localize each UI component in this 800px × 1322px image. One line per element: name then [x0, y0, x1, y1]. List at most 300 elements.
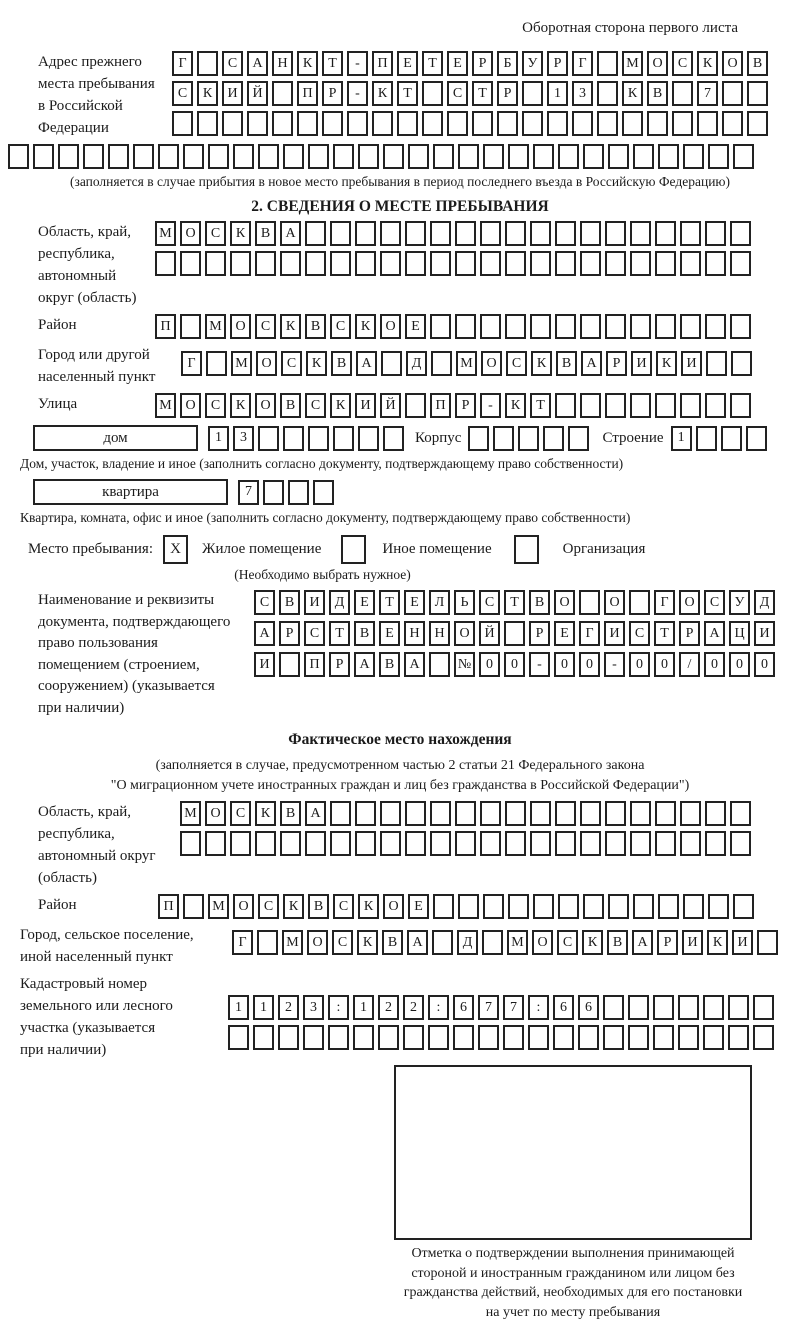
- char-cell: П: [155, 314, 176, 339]
- char-cell: [530, 251, 551, 276]
- char-cell: И: [604, 621, 625, 646]
- char-cell: [422, 111, 443, 136]
- char-cell: М: [507, 930, 528, 955]
- char-cell: [383, 144, 404, 169]
- document-cells: [254, 590, 775, 677]
- char-cell: [358, 426, 379, 451]
- char-cell: Г: [181, 351, 202, 376]
- char-cell: [555, 221, 576, 246]
- char-cell: В: [279, 590, 300, 615]
- char-cell: [730, 251, 751, 276]
- char-cell: [430, 221, 451, 246]
- char-cell: [705, 831, 726, 856]
- char-cell: В: [382, 930, 403, 955]
- char-cell: О: [380, 314, 401, 339]
- char-cell: [653, 1025, 674, 1050]
- prev-address-note: (заполняется в случае прибытия в новое место пребывания в период последнего въезда в Российскую Федерацию): [0, 174, 800, 190]
- char-cell: :: [528, 995, 549, 1020]
- char-cell: [378, 1025, 399, 1050]
- char-cell: [355, 251, 376, 276]
- char-cell: [279, 652, 300, 677]
- char-cell: О: [532, 930, 553, 955]
- char-cell: С: [255, 314, 276, 339]
- char-cell: [172, 111, 193, 136]
- char-cell: [705, 801, 726, 826]
- char-cell: [572, 111, 593, 136]
- char-cell: П: [430, 393, 451, 418]
- char-cell: [603, 1025, 624, 1050]
- char-cell: К: [622, 81, 643, 106]
- char-cell: [430, 831, 451, 856]
- char-cell: П: [372, 51, 393, 76]
- char-cell: [430, 314, 451, 339]
- char-cell: О: [383, 894, 404, 919]
- char-cell: В: [255, 221, 276, 246]
- char-cell: [380, 221, 401, 246]
- char-cell: [197, 51, 218, 76]
- char-cell: [455, 251, 476, 276]
- char-cell: [180, 314, 201, 339]
- char-cell: [453, 1025, 474, 1050]
- char-cell: [583, 894, 604, 919]
- char-cell: Г: [654, 590, 675, 615]
- char-cell: 7: [478, 995, 499, 1020]
- char-cell: [283, 144, 304, 169]
- char-cell: В: [529, 590, 550, 615]
- char-cell: К: [358, 894, 379, 919]
- checkbox-organizatsiya: [514, 535, 539, 564]
- char-cell: А: [280, 221, 301, 246]
- char-cell: [580, 251, 601, 276]
- char-cell: [433, 144, 454, 169]
- char-cell: [283, 426, 304, 451]
- char-cell: [483, 894, 504, 919]
- char-cell: -: [480, 393, 501, 418]
- char-cell: [493, 426, 514, 451]
- char-cell: [708, 144, 729, 169]
- char-cell: [308, 144, 329, 169]
- char-cell: Т: [504, 590, 525, 615]
- char-cell: [629, 590, 650, 615]
- char-cell: Д: [457, 930, 478, 955]
- kadastr-row-2: [228, 1025, 774, 1050]
- kadastr-cells: [228, 995, 774, 1050]
- char-cell: [280, 251, 301, 276]
- char-cell: [429, 652, 450, 677]
- char-cell: [597, 111, 618, 136]
- char-cell: [628, 995, 649, 1020]
- char-cell: [555, 393, 576, 418]
- char-cell: Р: [322, 81, 343, 106]
- char-cell: К: [355, 314, 376, 339]
- char-cell: 1: [253, 995, 274, 1020]
- char-cell: [680, 801, 701, 826]
- char-cell: [480, 314, 501, 339]
- char-cell: [503, 1025, 524, 1050]
- char-cell: [597, 51, 618, 76]
- char-cell: [530, 831, 551, 856]
- char-cell: Т: [322, 51, 343, 76]
- char-cell: 0: [504, 652, 525, 677]
- char-cell: Е: [554, 621, 575, 646]
- document-row-1: [254, 590, 775, 615]
- char-cell: [108, 144, 129, 169]
- char-cell: 0: [704, 652, 725, 677]
- char-cell: [183, 144, 204, 169]
- char-cell: Е: [354, 590, 375, 615]
- char-cell: А: [407, 930, 428, 955]
- char-cell: [330, 831, 351, 856]
- char-cell: [8, 144, 29, 169]
- char-cell: [522, 111, 543, 136]
- char-cell: [263, 480, 284, 505]
- char-cell: К: [297, 51, 318, 76]
- char-cell: [208, 144, 229, 169]
- char-cell: [305, 251, 326, 276]
- char-cell: [83, 144, 104, 169]
- factual-raion-row: [158, 894, 754, 919]
- char-cell: [383, 426, 404, 451]
- char-cell: [405, 393, 426, 418]
- char-cell: [705, 251, 726, 276]
- factual-oblast-row-2: [180, 831, 751, 856]
- char-cell: В: [556, 351, 577, 376]
- char-cell: [658, 894, 679, 919]
- char-cell: [405, 801, 426, 826]
- char-cell: [228, 1025, 249, 1050]
- char-cell: Р: [547, 51, 568, 76]
- char-cell: И: [254, 652, 275, 677]
- char-cell: Р: [279, 621, 300, 646]
- char-cell: [722, 111, 743, 136]
- char-cell: [333, 144, 354, 169]
- char-cell: [308, 426, 329, 451]
- char-cell: [518, 426, 539, 451]
- char-cell: [155, 251, 176, 276]
- char-cell: О: [307, 930, 328, 955]
- char-cell: [303, 1025, 324, 1050]
- char-cell: К: [280, 314, 301, 339]
- gorod-label: [0, 344, 181, 388]
- char-cell: [555, 831, 576, 856]
- char-cell: [530, 314, 551, 339]
- char-cell: :: [328, 995, 349, 1020]
- char-cell: А: [632, 930, 653, 955]
- char-cell: [258, 426, 279, 451]
- char-cell: Д: [754, 590, 775, 615]
- char-cell: [721, 426, 742, 451]
- char-cell: М: [180, 801, 201, 826]
- char-cell: С: [447, 81, 468, 106]
- char-cell: Т: [379, 590, 400, 615]
- prev-address-row-1: [172, 51, 768, 76]
- kvartira-field: [33, 479, 800, 505]
- char-cell: О: [180, 221, 201, 246]
- char-cell: [708, 894, 729, 919]
- char-cell: [497, 111, 518, 136]
- label-line: (область): [38, 867, 180, 889]
- char-cell: [505, 831, 526, 856]
- char-cell: [753, 1025, 774, 1050]
- label-line: Кадастровый номер: [20, 973, 228, 995]
- char-cell: [753, 995, 774, 1020]
- char-cell: [731, 351, 752, 376]
- char-cell: Е: [405, 314, 426, 339]
- char-cell: Г: [579, 621, 600, 646]
- char-cell: [730, 314, 751, 339]
- dom-field: [33, 425, 800, 451]
- checkbox-zhiloe: X: [163, 535, 188, 564]
- char-cell: [403, 1025, 424, 1050]
- char-cell: У: [522, 51, 543, 76]
- char-cell: [133, 144, 154, 169]
- char-cell: О: [230, 314, 251, 339]
- char-cell: Е: [404, 590, 425, 615]
- char-cell: 6: [453, 995, 474, 1020]
- char-cell: [705, 393, 726, 418]
- char-cell: С: [305, 393, 326, 418]
- mesto-prebyvaniya-field: [28, 535, 800, 564]
- char-cell: К: [330, 393, 351, 418]
- char-cell: М: [456, 351, 477, 376]
- char-cell: [655, 393, 676, 418]
- char-cell: [580, 221, 601, 246]
- char-cell: [247, 111, 268, 136]
- oblast-cells: [155, 221, 751, 276]
- char-cell: 6: [578, 995, 599, 1020]
- char-cell: [158, 144, 179, 169]
- char-cell: [278, 1025, 299, 1050]
- label-line: Отметка о подтверждении выполнения принимающей: [378, 1244, 768, 1264]
- char-cell: [458, 894, 479, 919]
- label-line: "О миграционном учете иностранных граждан и лиц без гражданства в Российской Федерации"): [0, 776, 800, 796]
- stroenie-label: Строение: [602, 430, 663, 447]
- char-cell: И: [222, 81, 243, 106]
- char-cell: С: [332, 930, 353, 955]
- char-cell: [580, 831, 601, 856]
- char-cell: [255, 831, 276, 856]
- char-cell: 1: [671, 426, 692, 451]
- char-cell: А: [254, 621, 275, 646]
- char-cell: [672, 81, 693, 106]
- char-cell: 6: [553, 995, 574, 1020]
- char-cell: М: [155, 221, 176, 246]
- char-cell: 7: [697, 81, 718, 106]
- char-cell: [705, 221, 726, 246]
- label-line: населенный пункт: [38, 366, 181, 388]
- char-cell: [313, 480, 334, 505]
- char-cell: -: [604, 652, 625, 677]
- char-cell: Н: [429, 621, 450, 646]
- char-cell: [405, 251, 426, 276]
- char-cell: С: [629, 621, 650, 646]
- char-cell: К: [582, 930, 603, 955]
- char-cell: В: [280, 801, 301, 826]
- char-cell: [505, 251, 526, 276]
- char-cell: О: [647, 51, 668, 76]
- factual-oblast-cells: [180, 801, 751, 856]
- char-cell: [206, 351, 227, 376]
- oblast-row-1: [155, 221, 751, 246]
- char-cell: О: [554, 590, 575, 615]
- ulitsa-field: [0, 393, 800, 418]
- char-cell: [533, 894, 554, 919]
- checkbox-inoe: [341, 535, 366, 564]
- char-cell: О: [180, 393, 201, 418]
- char-cell: [658, 144, 679, 169]
- char-cell: Ц: [729, 621, 750, 646]
- char-cell: Н: [404, 621, 425, 646]
- char-cell: Е: [447, 51, 468, 76]
- char-cell: -: [347, 81, 368, 106]
- korpus-label: Корпус: [415, 430, 461, 447]
- char-cell: 0: [629, 652, 650, 677]
- char-cell: 7: [503, 995, 524, 1020]
- char-cell: [405, 831, 426, 856]
- char-cell: И: [304, 590, 325, 615]
- char-cell: О: [604, 590, 625, 615]
- char-cell: [655, 314, 676, 339]
- char-cell: А: [356, 351, 377, 376]
- char-cell: [728, 995, 749, 1020]
- char-cell: К: [656, 351, 677, 376]
- char-cell: [578, 1025, 599, 1050]
- document-label: [0, 590, 254, 719]
- label-line: автономный: [38, 265, 155, 287]
- char-cell: 0: [579, 652, 600, 677]
- kvartira-note: Квартира, комната, офис и иное (заполнить согласно документу, подтверждающему право собственности): [20, 510, 800, 526]
- char-cell: [347, 111, 368, 136]
- char-cell: [253, 1025, 274, 1050]
- char-cell: О: [454, 621, 475, 646]
- char-cell: [608, 144, 629, 169]
- char-cell: [697, 111, 718, 136]
- factual-gorod-row: [232, 930, 778, 955]
- form-page: [0, 20, 800, 1200]
- label-line: республика,: [38, 823, 180, 845]
- char-cell: [605, 831, 626, 856]
- char-cell: Р: [455, 393, 476, 418]
- char-cell: 2: [403, 995, 424, 1020]
- dom-note: Дом, участок, владение и иное (заполнить согласно документу, подтверждающему право собственности): [20, 456, 800, 472]
- char-cell: Т: [329, 621, 350, 646]
- ulitsa-row: [155, 393, 751, 418]
- korpus-cells: [468, 426, 589, 451]
- char-cell: [353, 1025, 374, 1050]
- char-cell: 2: [378, 995, 399, 1020]
- char-cell: [553, 1025, 574, 1050]
- char-cell: К: [357, 930, 378, 955]
- kvartira-box: квартира: [33, 479, 228, 505]
- char-cell: [653, 995, 674, 1020]
- char-cell: [747, 111, 768, 136]
- char-cell: Е: [408, 894, 429, 919]
- char-cell: О: [256, 351, 277, 376]
- char-cell: 0: [654, 652, 675, 677]
- dom-cells: [208, 426, 404, 451]
- label-line: земельного или лесного: [20, 995, 228, 1017]
- char-cell: 1: [547, 81, 568, 106]
- gorod-field: [0, 344, 800, 388]
- char-cell: [381, 351, 402, 376]
- char-cell: [458, 144, 479, 169]
- label-line: участка (указывается: [20, 1017, 228, 1039]
- char-cell: [455, 314, 476, 339]
- organizatsiya-label: Организация: [563, 541, 646, 558]
- prev-address-block: [0, 51, 800, 139]
- char-cell: [408, 144, 429, 169]
- char-cell: Ь: [454, 590, 475, 615]
- char-cell: Т: [654, 621, 675, 646]
- char-cell: [480, 801, 501, 826]
- char-cell: [355, 801, 376, 826]
- char-cell: С: [258, 894, 279, 919]
- char-cell: Е: [379, 621, 400, 646]
- char-cell: [230, 251, 251, 276]
- char-cell: [530, 801, 551, 826]
- char-cell: Д: [329, 590, 350, 615]
- label-line: округ (область): [38, 287, 155, 309]
- char-cell: [605, 251, 626, 276]
- char-cell: Л: [429, 590, 450, 615]
- char-cell: [380, 801, 401, 826]
- char-cell: В: [379, 652, 400, 677]
- char-cell: [508, 144, 529, 169]
- inoe-label: Иное помещение: [382, 541, 491, 558]
- char-cell: [628, 1025, 649, 1050]
- char-cell: О: [205, 801, 226, 826]
- char-cell: [482, 930, 503, 955]
- char-cell: [380, 831, 401, 856]
- char-cell: К: [255, 801, 276, 826]
- char-cell: [455, 801, 476, 826]
- char-cell: -: [529, 652, 550, 677]
- char-cell: Р: [497, 81, 518, 106]
- char-cell: [680, 831, 701, 856]
- char-cell: [472, 111, 493, 136]
- char-cell: [622, 111, 643, 136]
- label-line: помещением (строением,: [38, 655, 254, 677]
- label-line: гражданства действий, необходимых для его постановки: [378, 1283, 768, 1303]
- char-cell: [455, 221, 476, 246]
- char-cell: С: [672, 51, 693, 76]
- char-cell: К: [283, 894, 304, 919]
- char-cell: В: [305, 314, 326, 339]
- oblast-field: [0, 221, 800, 309]
- char-cell: К: [372, 81, 393, 106]
- prev-address-label: [0, 51, 172, 139]
- char-cell: [505, 801, 526, 826]
- char-cell: К: [230, 393, 251, 418]
- char-cell: [730, 801, 751, 826]
- label-line: республика,: [38, 243, 155, 265]
- char-cell: В: [331, 351, 352, 376]
- char-cell: [305, 831, 326, 856]
- char-cell: 1: [353, 995, 374, 1020]
- char-cell: [747, 81, 768, 106]
- char-cell: И: [681, 351, 702, 376]
- char-cell: А: [581, 351, 602, 376]
- char-cell: [728, 1025, 749, 1050]
- char-cell: О: [679, 590, 700, 615]
- char-cell: [422, 81, 443, 106]
- char-cell: /: [679, 652, 700, 677]
- char-cell: 3: [572, 81, 593, 106]
- factual-oblast-label: [0, 801, 180, 889]
- char-cell: [272, 81, 293, 106]
- char-cell: [703, 995, 724, 1020]
- label-line: стороной и иностранным гражданином или лицом без: [378, 1264, 768, 1284]
